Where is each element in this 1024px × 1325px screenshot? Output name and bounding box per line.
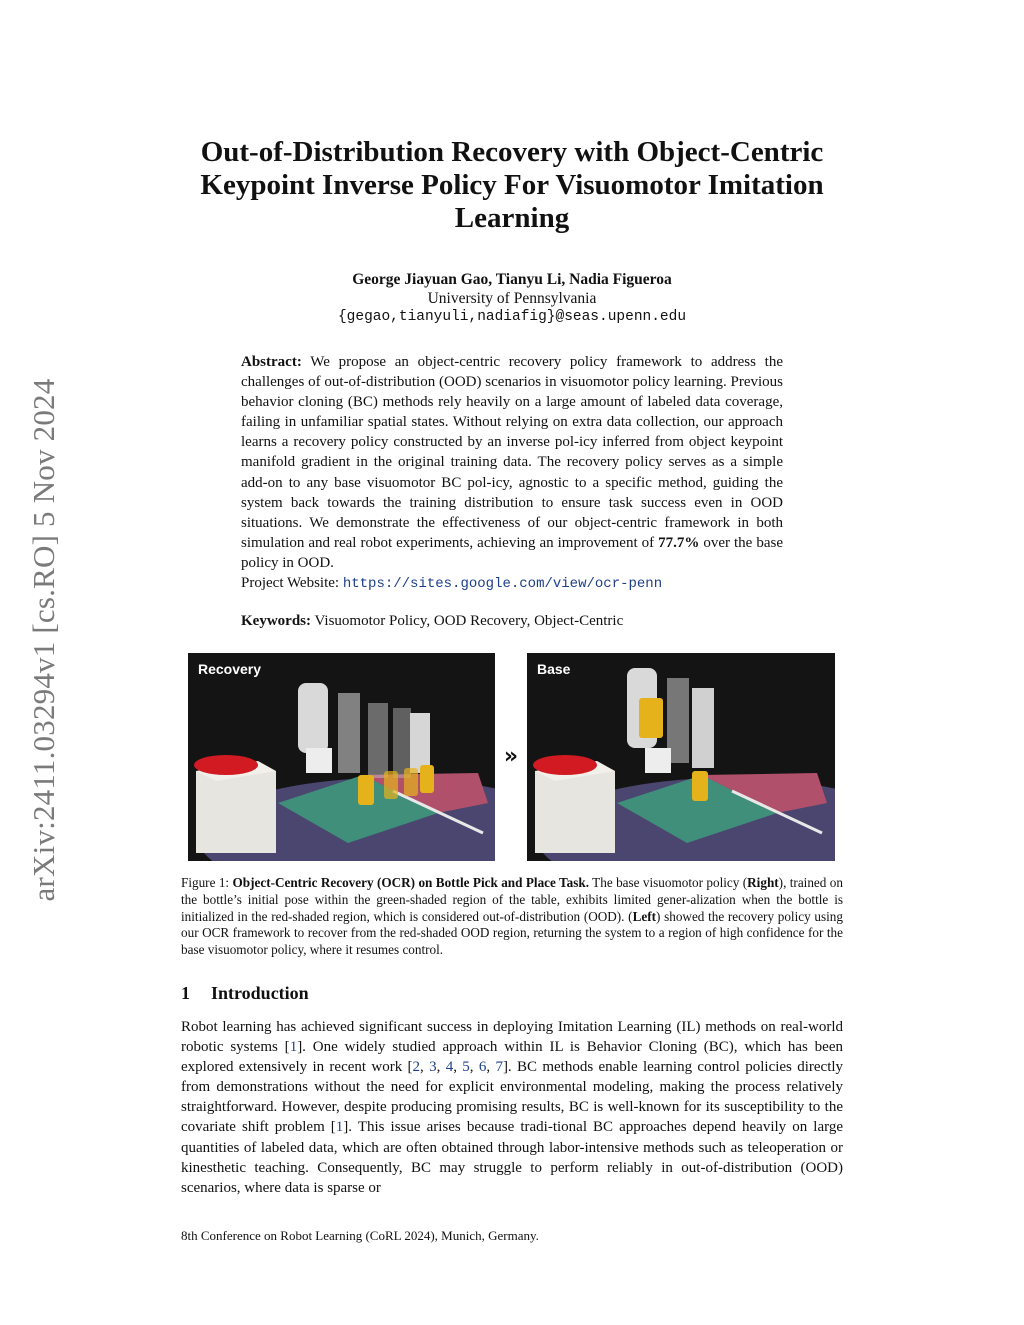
caption-right: Right [747, 875, 779, 890]
citation-link[interactable]: 4 [445, 1059, 454, 1076]
arxiv-stamp: arXiv:2411.03294v1 [cs.RO] 5 Nov 2024 [26, 378, 61, 902]
conference-footer: 8th Conference on Robot Learning (CoRL 2024), Munich, Germany. [181, 1228, 539, 1243]
introduction-paragraph: Robot learning has achieved significant success in deploying Imitation Learning (IL) methods on real-world robotic systems [1]. One widely studied approach within IL is Behavior Cloning (BC), which has been explored extensively in recent work [2, 3, 4, 5, 6, 7]. BC methods enable learning control policies directly from demonstrations without the need for explicit environmental modeling, making the process relatively straightforward. However, despite producing promising results, BC is well-known for its susceptibility to the covariate shift problem [1]. This issue arises because tradi-tional BC approaches depend heavily on large quantities of labeled data, which are often obtained through labor-intensive methods such as teleoperation or kinesthetic teaching. Consequently, BC may struggle to perform reliably in out-of-distribution (OOD) scenarios, where data is sparse or [181, 1019, 844, 1196]
keywords-text: Visuomotor Policy, OOD Recovery, Object-Centric [311, 613, 624, 629]
citation-link[interactable]: 2 [412, 1059, 421, 1076]
citation-link[interactable]: 1 [335, 1119, 344, 1136]
citation-link[interactable]: 3 [429, 1059, 437, 1076]
paper-title [150, 136, 874, 235]
intro-text-3: ]. BC methods enable learning control policies directly from demonstrations without the need for explicit environmental modeling, making the process relatively straightforward. However, despite producing promising results, BC is well-known for its susceptibility to the covariate shift problem [ [181, 1059, 844, 1136]
caption-title: Object-Centric Recovery (OCR) on Bottle Pick and Place Task. [232, 875, 589, 890]
figure-base-photo [527, 653, 835, 861]
website-label: Project Website: [241, 575, 343, 592]
figure-caption [181, 875, 843, 959]
section-number: 1 [181, 983, 190, 1003]
abstract-text-2: over the base policy in OOD. [241, 534, 783, 571]
section-heading-introduction [181, 983, 309, 1004]
base-scene-illustration [527, 653, 835, 861]
double-arrow-icon: » [503, 744, 519, 769]
title-line-3: Learning [454, 202, 570, 234]
figure-recovery-photo [188, 653, 495, 861]
keywords [241, 611, 783, 631]
intro-text-4: ]. This issue arises because tradi-tional BC approaches depend heavily on large quantities of labeled data, which are often obtained through labor-intensive methods such as teleoperation or kinesthetic teaching. Consequently, BC may struggle to perform reliably in out-of-distribution (OOD) scenarios, where data is sparse or [181, 1119, 843, 1196]
citation-link[interactable]: 1 [289, 1039, 298, 1056]
project-website-link[interactable]: https://sites.google.com/view/ocr-penn [342, 576, 663, 593]
abstract-label: Abstract: [241, 354, 302, 370]
author-names: George Jiayuan Gao, Tianyu Li, Nadia Figueroa [352, 271, 672, 288]
section-title: Introduction [211, 983, 309, 1003]
abstract-highlight: 77.7% [658, 534, 700, 551]
caption-text-2: ), trained on the bottle’s initial pose within the green-shaded region of the table, exhibits limited gener-alization when the bottle is initialized in the red-shaded region, which is considered out-of-distribution (OOD). ( [181, 875, 843, 924]
caption-prefix: Figure 1: [181, 875, 233, 890]
keywords-label: Keywords: [241, 613, 311, 629]
recovery-scene-illustration [188, 653, 495, 861]
intro-text-1: Robot learning has achieved significant success in deploying Imitation Learning (IL) methods on real-world robotic systems [ [181, 1019, 843, 1056]
base-label: Base [537, 661, 571, 677]
citation-link[interactable]: 6 [478, 1059, 487, 1076]
intro-text-2: ]. One widely studied approach within IL is Behavior Cloning (BC), which has been explored extensively in recent work [ [181, 1039, 843, 1076]
title-line-2: Keypoint Inverse Policy For Visuomotor Imitation [200, 169, 824, 201]
author-block [150, 270, 874, 327]
abstract [241, 352, 783, 594]
caption-left: Left [632, 908, 657, 924]
citation-link[interactable]: 5 [462, 1059, 470, 1076]
caption-text-3: ) showed the recovery policy using our OCR framework to recover from the red-shaded OOD region, returning the system to a region of high confidence for the base visuomotor policy, where it resumes control. [181, 908, 843, 958]
author-email[interactable]: {gegao,tianyuli,nadiafig}@seas.upenn.edu [337, 309, 687, 325]
recovery-label: Recovery [198, 661, 262, 677]
affiliation: University of Pennsylvania [427, 290, 597, 307]
abstract-text-1: We propose an object-centric recovery policy framework to address the challenges of out-of-distribution (OOD) scenarios in visuomotor policy learning. Previous behavior cloning (BC) methods rely heavily on a large amount of labeled data coverage, failing in unfamiliar spatial states. Without relying on extra data collection, our approach learns a recovery policy constructed by an inverse pol-icy inferred from object keypoint manifold gradient in the original training data. The recovery policy serves as a simple add-on to any base visuomotor BC pol-icy, agnostic to a specific method, guiding the system back towards the training distribution to ensure task success even in OOD situations. We demonstrate the effectiveness of our object-centric framework in both simulation and real robot experiments, achieving an improvement of [241, 354, 783, 551]
title-line-1: Out-of-Distribution Recovery with Object-Centric [200, 136, 824, 168]
caption-text-1: The base visuomotor policy ( [589, 875, 748, 890]
citation-link[interactable]: 7 [495, 1059, 503, 1076]
